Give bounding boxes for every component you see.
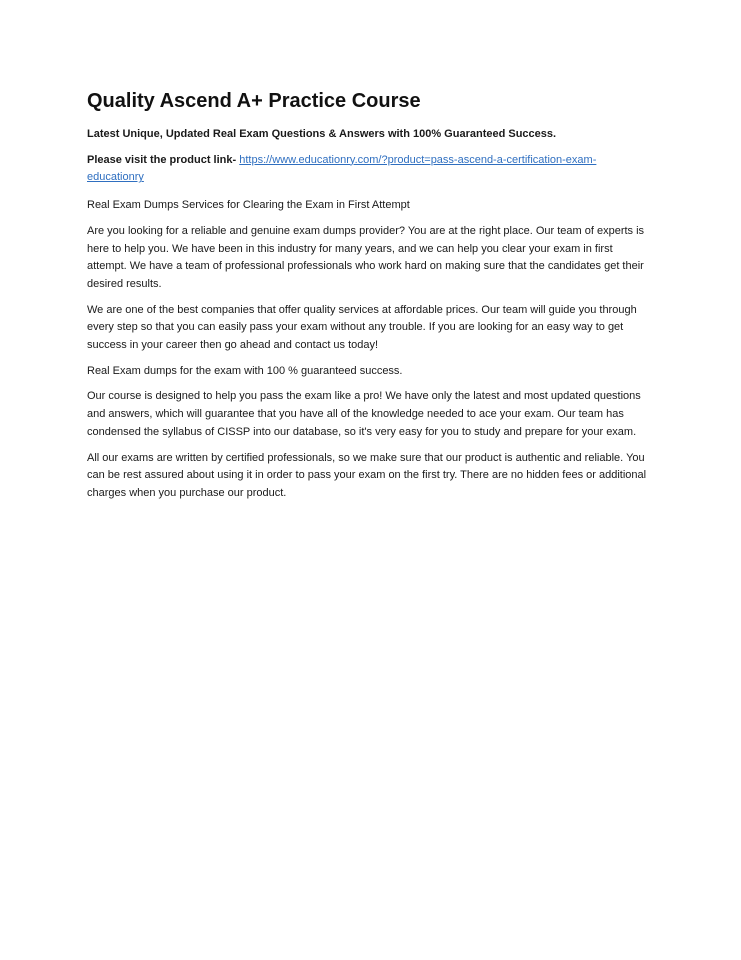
paragraph-professionals: All our exams are written by certified professionals, so we make sure that our product is authentic and reliable. You can be rest assured about using it in order to pass your exam on the first try. There are no hidden fees or additional charges when you purchase our product.: [87, 451, 647, 499]
product-link-line: [87, 152, 649, 187]
paragraph-course: Our course is designed to help you pass the exam like a pro! We have only the latest and most updated questions and answers, which will guarantee that you have all of the knowledge needed to ace your exam. Our team has condensed the syllabus of CISSP into our database, so it's very easy for you to study and prepare for your exam.: [87, 390, 641, 438]
section-heading-services: Real Exam Dumps Services for Clearing the Exam in First Attempt: [87, 199, 410, 212]
link-prefix: Please visit the product link-: [87, 153, 237, 166]
document-page: [87, 88, 649, 511]
section-heading-dumps: Real Exam dumps for the exam with 100 % guaranteed success.: [87, 364, 403, 377]
page-title: Quality Ascend A+ Practice Course: [87, 90, 421, 112]
subtitle: Latest Unique, Updated Real Exam Questions & Answers with 100% Guaranteed Success.: [87, 128, 557, 140]
paragraph-companies: We are one of the best companies that offer quality services at affordable prices. Our team will guide you through every step so that you can easily pass your exam without any trouble. If you are looking for an easy way to get success in your career then go ahead and contact us today!: [87, 303, 637, 352]
paragraph-intro: Are you looking for a reliable and genuine exam dumps provider? You are at the right place. Our team of experts is here to help you. We have been in this industry for many years, and we can help you clear your exam in first attempt. We have a team of professional professionals who work hard on making sure that the candidates get their desired results.: [87, 224, 645, 290]
product-link[interactable]: https://www.educationry.com/?product=pass-ascend-a-certification-exam-educationry: [87, 153, 597, 184]
